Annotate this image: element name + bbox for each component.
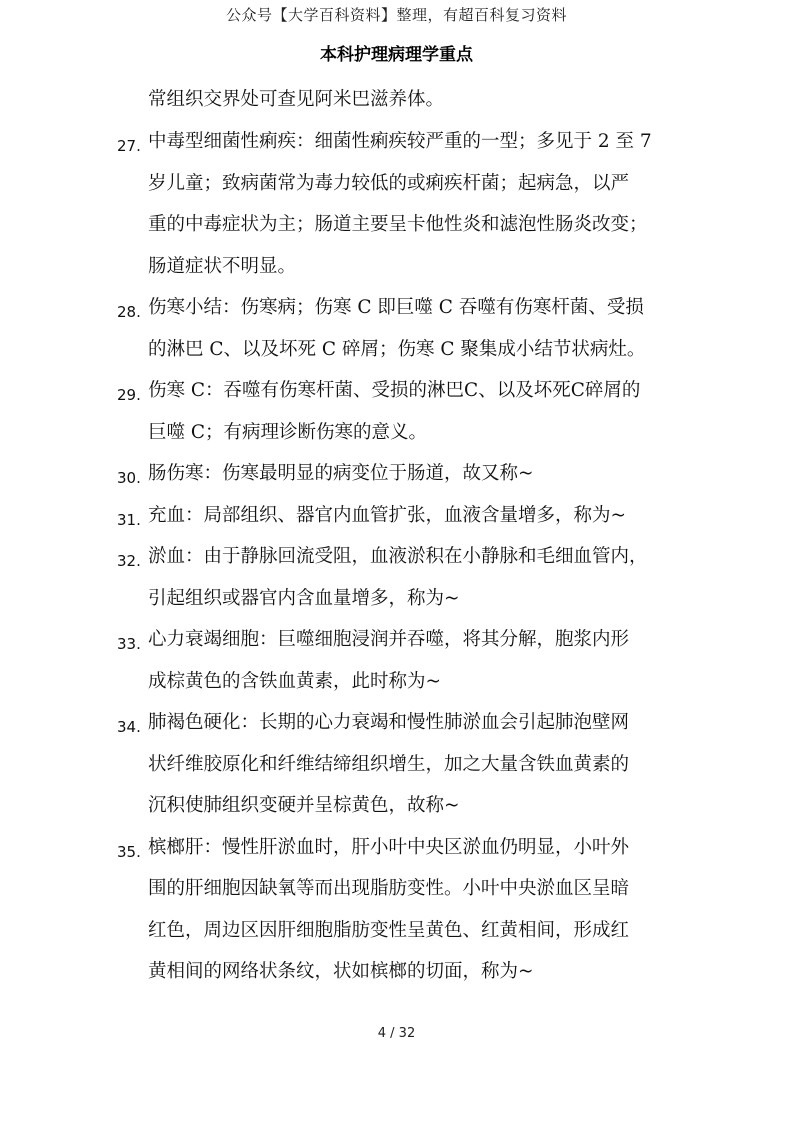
page-header: 公众号【大学百科资料】整理，有超百科复习资料 bbox=[225, 6, 567, 24]
item-number: 28. bbox=[117, 303, 141, 321]
item-line: 状纤维胶原化和纤维结缔组织增生，加之大量含铁血黄素的 bbox=[148, 754, 630, 775]
item-number: 29. bbox=[117, 386, 141, 404]
item-number: 34. bbox=[117, 718, 141, 736]
item-number: 32. bbox=[117, 552, 141, 570]
item-line: 心力衰竭细胞：巨噬细胞浸润并吞噬，将其分解，胞浆内形 bbox=[148, 629, 630, 650]
item-number: 33. bbox=[117, 635, 141, 653]
page-number: 4 / 32 bbox=[377, 1026, 416, 1041]
item-line: 围的肝细胞因缺氧等而出现脂肪变性。小叶中央淤血区呈暗 bbox=[148, 878, 630, 899]
item-line: 巨噬 C；有病理诊断伤寒的意义。 bbox=[148, 422, 428, 443]
item-line: 的淋巴 C、以及坏死 C 碎屑；伤寒 C 聚集成小结节状病灶。 bbox=[148, 339, 646, 360]
item-line: 黄相间的网络状条纹，状如槟榔的切面，称为~ bbox=[148, 961, 534, 982]
item-number: 27. bbox=[117, 137, 141, 155]
item-line: 中毒型细菌性痢疾：细菌性痢疾较严重的一型；多见于 2 至 7 bbox=[148, 131, 652, 152]
item-line: 伤寒小结：伤寒病；伤寒 C 即巨噬 C 吞噬有伤寒杆菌、受损 bbox=[148, 297, 644, 318]
item-line: 肠道症状不明显。 bbox=[148, 256, 297, 277]
item-line: 成棕黄色的含铁血黄素，此时称为~ bbox=[148, 671, 442, 692]
item-line: 沉积使肺组织变硬并呈棕黄色，故称~ bbox=[148, 795, 460, 816]
item-line: 充血：局部组织、器官内血管扩张，血液含量增多，称为~ bbox=[148, 505, 627, 526]
item-number: 35. bbox=[117, 843, 141, 861]
document-title: 本科护理病理学重点 bbox=[320, 45, 473, 65]
item-line: 槟榔肝：慢性肝淤血时，肝小叶中央区淤血仍明显，小叶外 bbox=[148, 837, 630, 858]
item-line: 重的中毒症状为主；肠道主要呈卡他性炎和滤泡性肠炎改变； bbox=[148, 214, 648, 235]
item-line: 伤寒 C：吞噬有伤寒杆菌、受损的淋巴C、以及坏死C碎屑的 bbox=[148, 380, 641, 401]
item-line: 淤血：由于静脉回流受阻，血液淤积在小静脉和毛细血管内， bbox=[148, 546, 648, 567]
continuation-line: 常组织交界处可查见阿米巴滋养体。 bbox=[148, 89, 445, 110]
item-line: 肠伤寒：伤寒最明显的病变位于肠道，故又称~ bbox=[148, 463, 534, 484]
item-line: 岁儿童；致病菌常为毒力较低的或痢疾杆菌；起病急，以严 bbox=[148, 173, 630, 194]
item-number: 31. bbox=[117, 511, 141, 529]
item-line: 红色，周边区因肝细胞脂肪变性呈黄色、红黄相间，形成红 bbox=[148, 920, 630, 941]
item-line: 引起组织或器官内含血量增多，称为~ bbox=[148, 588, 460, 609]
item-line: 肺褐色硬化：长期的心力衰竭和慢性肺淤血会引起肺泡壁网 bbox=[148, 712, 630, 733]
item-number: 30. bbox=[117, 469, 141, 487]
